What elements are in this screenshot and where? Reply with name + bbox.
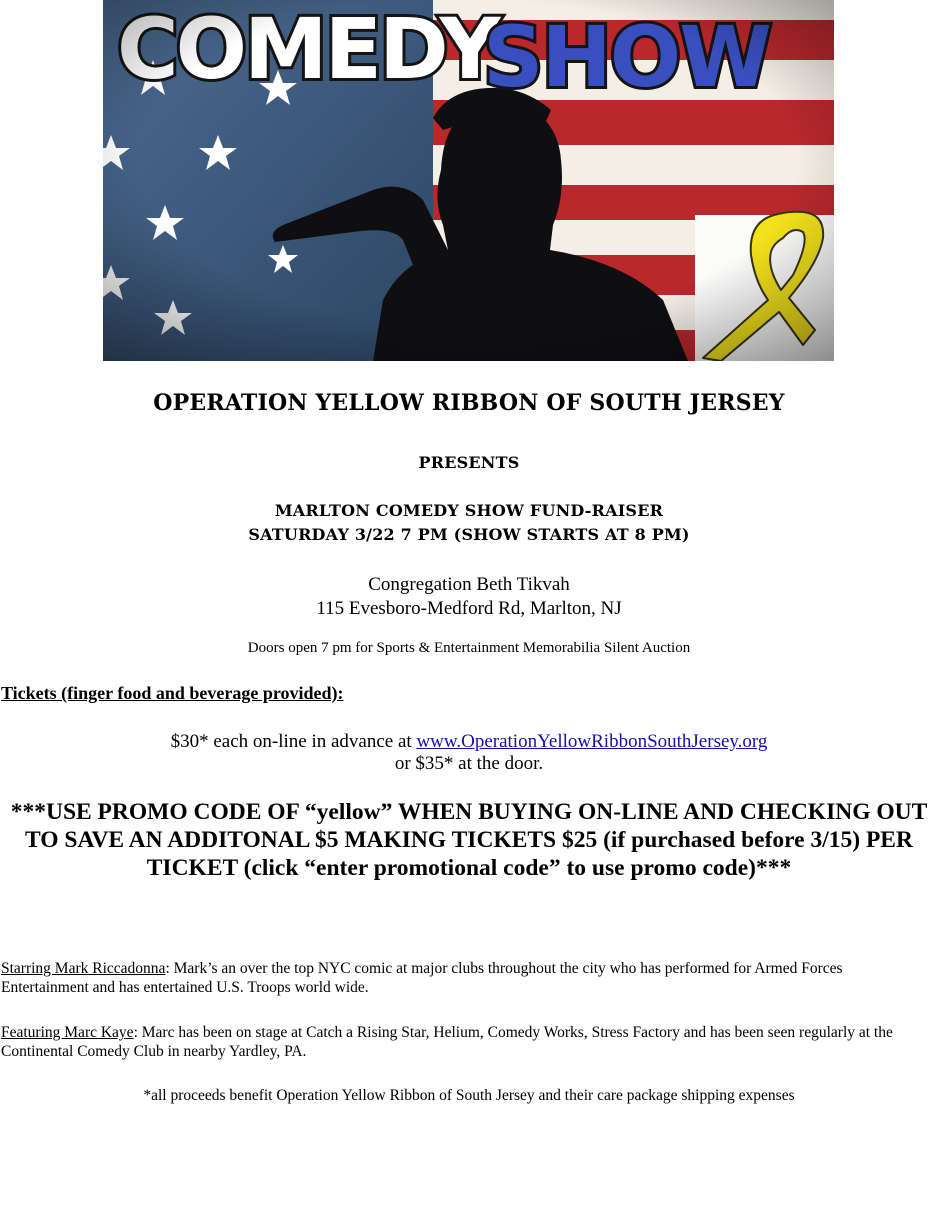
event-name: MARLTON COMEDY SHOW FUND-RAISER <box>274 501 664 520</box>
price-online <box>0 731 938 753</box>
promo-code-notice: ***USE PROMO CODE OF “yellow” WHEN BUYING ON-LINE AND CHECKING OUT TO SAVE AN ADDITONAL $5 MAKING TICKETS $25 (if purchased before 3/15) PER TICKET (click “enter promotional code” to use promo code)*** <box>10 799 928 881</box>
tickets-heading: Tickets (finger food and beverage provided): <box>1 683 344 703</box>
starring-bio <box>1 959 933 997</box>
starring-text: : Mark’s an over the top NYC comic at major clubs throughout the city who has performed for Armed Forces Entertainment and has entertained U.S. Troops world wide. <box>1 960 843 996</box>
venue-name: Congregation Beth Tikvah <box>368 574 570 595</box>
featuring-text: : Marc has been on stage at Catch a Rising Star, Helium, Comedy Works, Stress Factory and has been seen regularly at the Continental Comedy Club in nearby Yardley, PA. <box>1 1024 893 1060</box>
featuring-bio <box>1 1023 933 1061</box>
doors-open-note: Doors open 7 pm for Sports & Entertainment Memorabilia Silent Auction <box>247 640 691 656</box>
website-link[interactable]: www.OperationYellowRibbonSouthJersey.org <box>416 731 768 752</box>
proceeds-note: *all proceeds benefit Operation Yellow Ribbon of South Jersey and their care package shipping expenses <box>143 1087 795 1104</box>
comedy-show-banner-image <box>103 0 834 361</box>
featuring-name: Featuring Marc Kaye <box>1 1024 134 1041</box>
presents-label: PRESENTS <box>418 453 520 472</box>
venue-address: 115 Evesboro-Medford Rd, Marlton, NJ <box>316 598 622 619</box>
event-datetime: SATURDAY 3/22 7 PM (SHOW STARTS AT 8 PM) <box>248 525 690 544</box>
organization-title: OPERATION YELLOW RIBBON OF SOUTH JERSEY <box>153 390 785 416</box>
starring-name: Starring Mark Riccadonna <box>1 960 166 977</box>
price-online-text: $30* each on-line in advance at <box>170 731 417 752</box>
price-door: or $35* at the door. <box>394 753 544 774</box>
